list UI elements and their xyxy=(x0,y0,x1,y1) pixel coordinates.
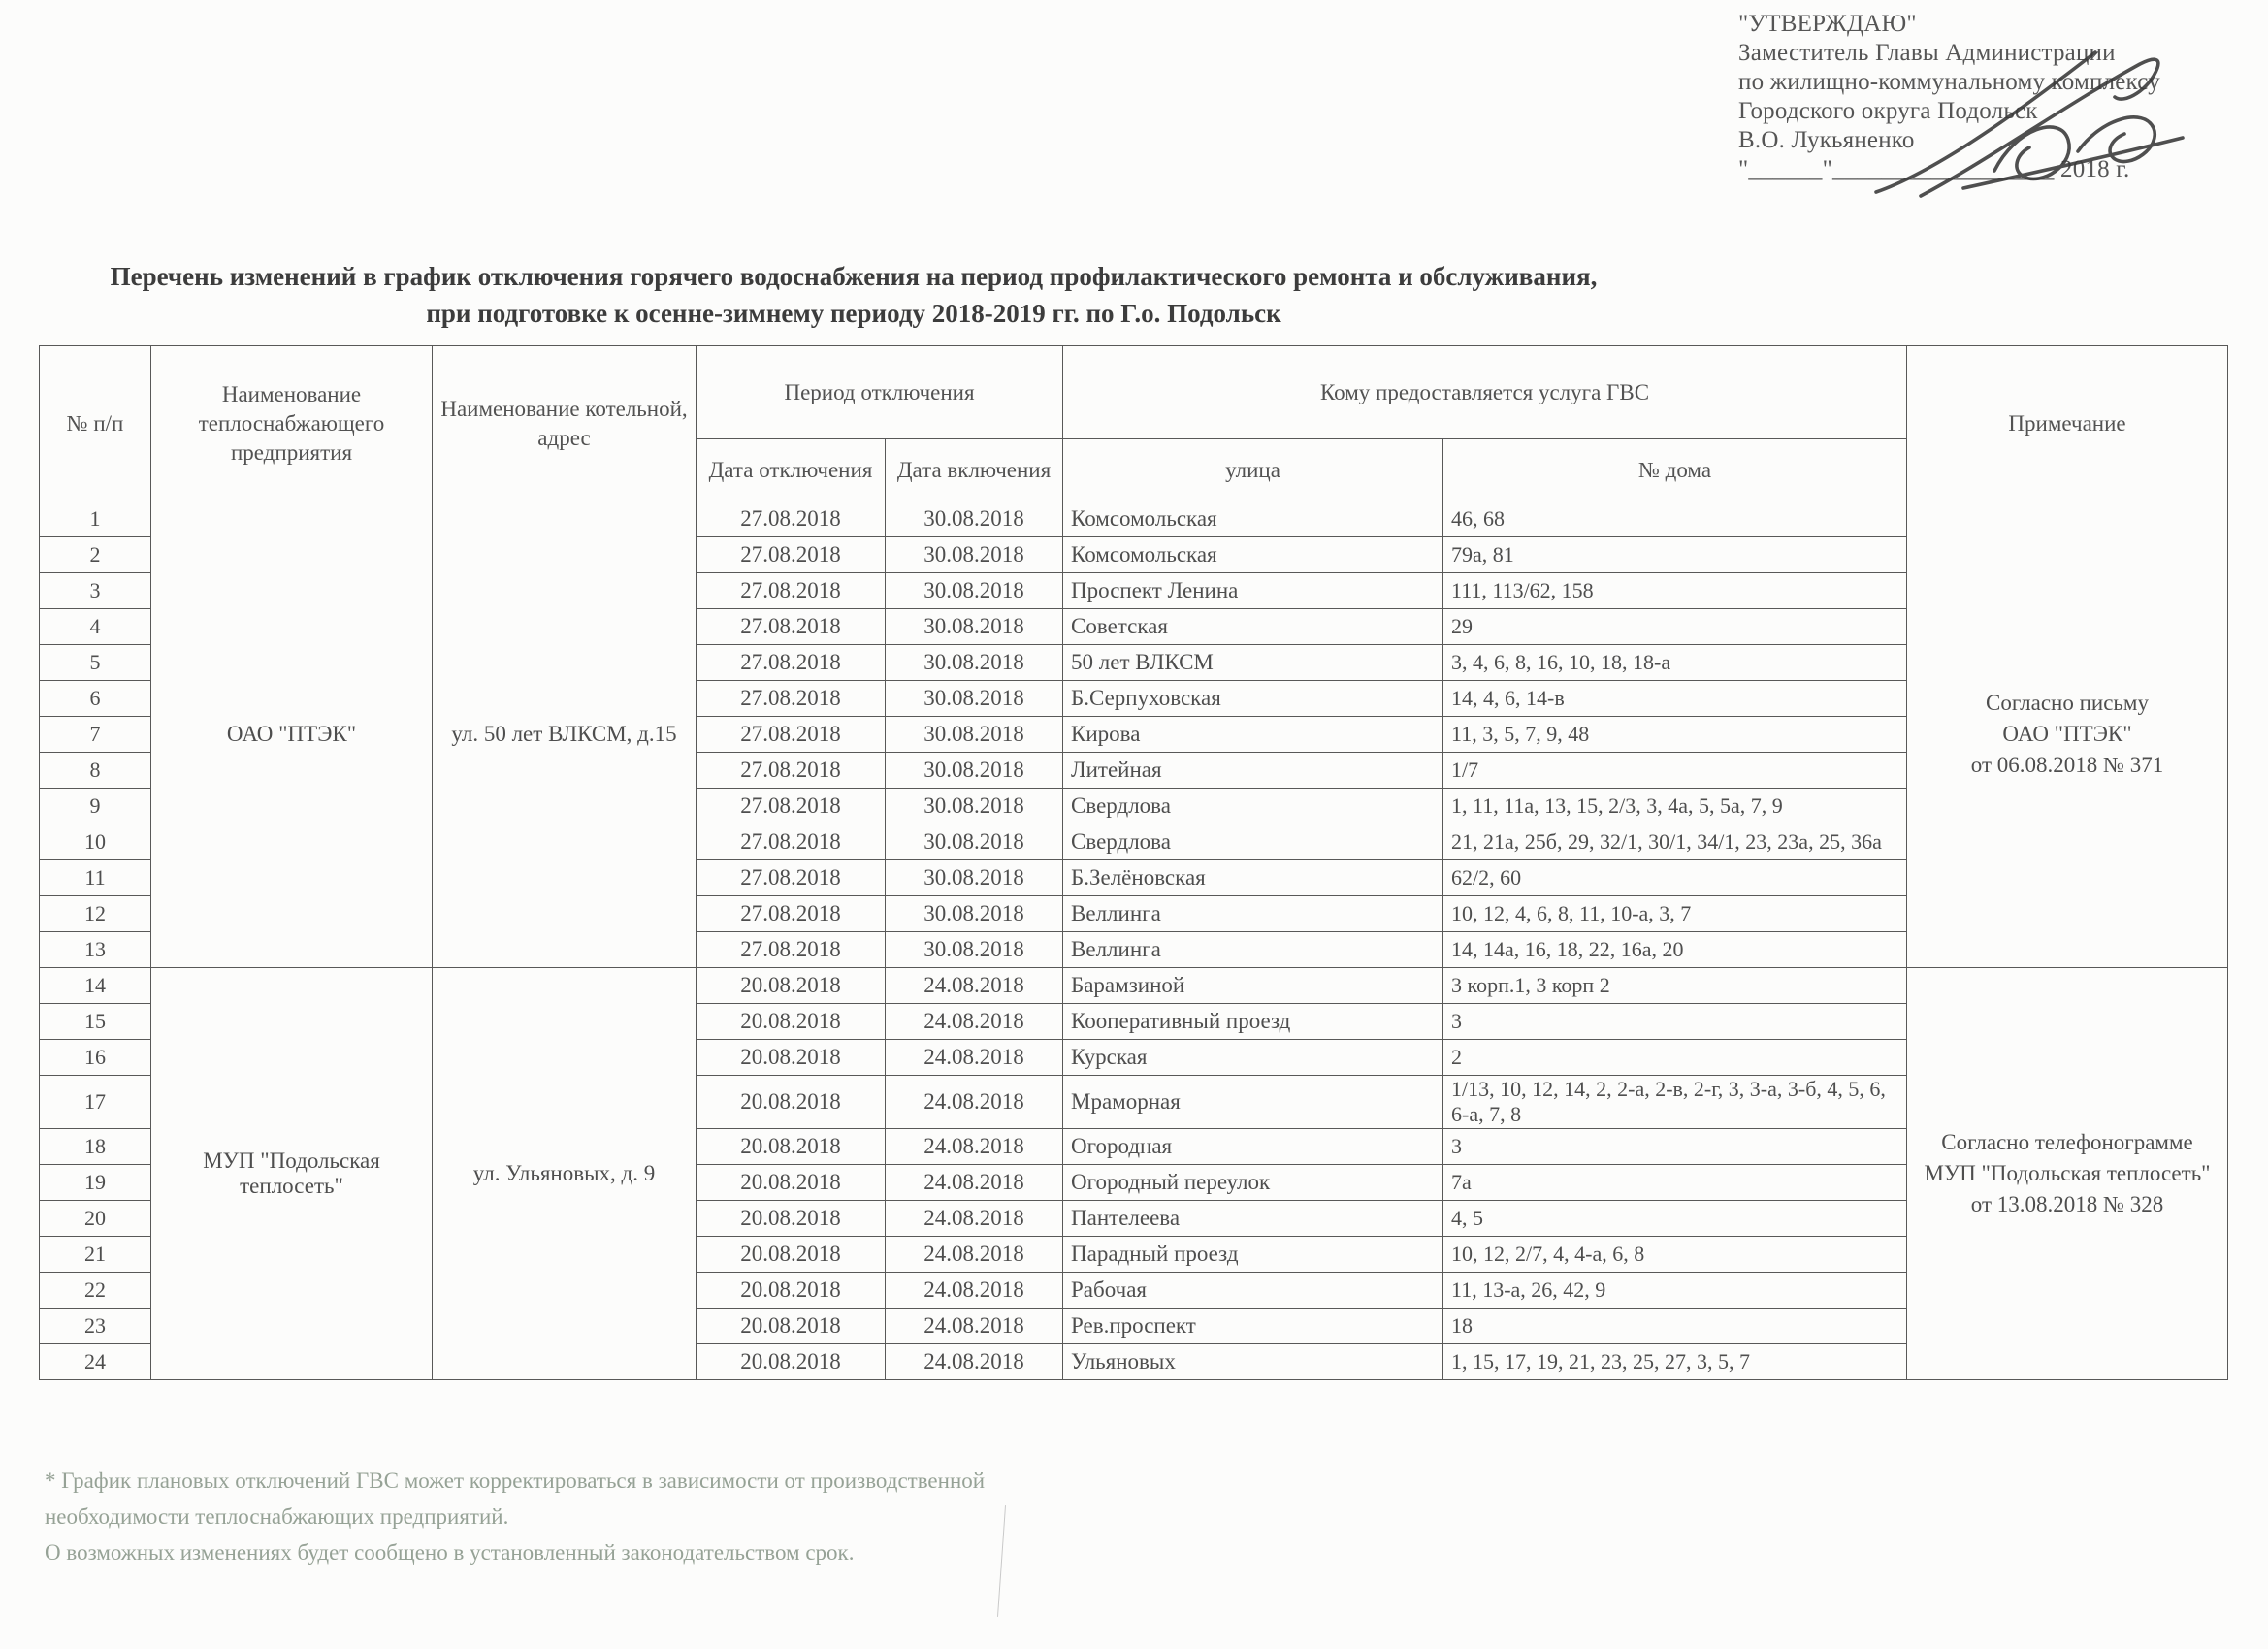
house-numbers-cell: 10, 12, 2/7, 4, 4-а, 6, 8 xyxy=(1443,1237,1907,1273)
street-cell: Мраморная xyxy=(1063,1076,1443,1129)
street-cell: Пантелеева xyxy=(1063,1201,1443,1237)
date-on-cell: 24.08.2018 xyxy=(886,1273,1063,1309)
boiler-address-cell: ул. Ульяновых, д. 9 xyxy=(433,968,697,1380)
note-cell xyxy=(1907,968,2228,1380)
house-numbers-cell: 1/7 xyxy=(1443,753,1907,789)
header-street: улица xyxy=(1063,439,1443,501)
header-date-on: Дата включения xyxy=(886,439,1063,501)
date-off-cell: 27.08.2018 xyxy=(697,789,886,824)
date-on-cell: 30.08.2018 xyxy=(886,681,1063,717)
street-cell: Барамзиной xyxy=(1063,968,1443,1004)
street-cell: Ульяновых xyxy=(1063,1344,1443,1380)
row-number-cell: 24 xyxy=(40,1344,151,1380)
table-body xyxy=(40,501,2228,1380)
date-off-cell: 27.08.2018 xyxy=(697,896,886,932)
row-number-cell: 13 xyxy=(40,932,151,968)
street-cell: Веллинга xyxy=(1063,932,1443,968)
note-line: ОАО "ПТЭК" xyxy=(2002,722,2132,746)
street-cell: Рев.проспект xyxy=(1063,1309,1443,1344)
title-line-1: Перечень изменений в график отключения горячего водоснабжения на период профилактического ремонта и обслуживания, xyxy=(110,262,1598,291)
row-number-cell: 4 xyxy=(40,609,151,645)
footnote-line: * График плановых отключений ГВС может корректироваться в зависимости от производственной xyxy=(45,1469,986,1493)
date-on-cell: 24.08.2018 xyxy=(886,1309,1063,1344)
header-period: Период отключения xyxy=(697,346,1063,439)
header-company: Наименование теплоснабжающего предприятия xyxy=(151,346,433,501)
title-line-2: при подготовке к осенне-зимнему периоду 2018-2019 гг. по Г.о. Подольск xyxy=(426,299,1281,328)
date-on-cell: 30.08.2018 xyxy=(886,789,1063,824)
house-numbers-cell: 29 xyxy=(1443,609,1907,645)
date-on-cell: 30.08.2018 xyxy=(886,896,1063,932)
date-off-cell: 27.08.2018 xyxy=(697,681,886,717)
house-numbers-cell: 1, 11, 11а, 13, 15, 2/3, 3, 4а, 5, 5а, 7, 9 xyxy=(1443,789,1907,824)
house-numbers-cell: 7а xyxy=(1443,1165,1907,1201)
table-row xyxy=(40,968,2228,1004)
row-number-cell: 17 xyxy=(40,1076,151,1129)
date-off-cell: 27.08.2018 xyxy=(697,501,886,537)
house-numbers-cell: 18 xyxy=(1443,1309,1907,1344)
row-number-cell: 16 xyxy=(40,1040,151,1076)
date-off-cell: 27.08.2018 xyxy=(697,609,886,645)
date-off-cell: 20.08.2018 xyxy=(697,1309,886,1344)
row-number-cell: 1 xyxy=(40,501,151,537)
note-cell xyxy=(1907,501,2228,968)
street-cell: Курская xyxy=(1063,1040,1443,1076)
date-on-cell: 30.08.2018 xyxy=(886,573,1063,609)
house-numbers-cell: 79а, 81 xyxy=(1443,537,1907,573)
street-cell: Советская xyxy=(1063,609,1443,645)
date-on-cell: 24.08.2018 xyxy=(886,968,1063,1004)
house-numbers-cell: 11, 13-а, 26, 42, 9 xyxy=(1443,1273,1907,1309)
row-number-cell: 8 xyxy=(40,753,151,789)
footnote-line: О возможных изменениях будет сообщено в установленный законодательством срок. xyxy=(45,1540,855,1565)
street-cell: Огородная xyxy=(1063,1129,1443,1165)
row-number-cell: 5 xyxy=(40,645,151,681)
date-off-cell: 27.08.2018 xyxy=(697,824,886,860)
date-off-cell: 27.08.2018 xyxy=(697,537,886,573)
row-number-cell: 14 xyxy=(40,968,151,1004)
footnotes xyxy=(45,1463,1306,1570)
note-line: Согласно письму xyxy=(1986,691,2149,715)
approval-line: "УТВЕРЖДАЮ" xyxy=(1738,11,1917,37)
shutdown-schedule-table xyxy=(39,345,2228,1380)
house-numbers-cell: 10, 12, 4, 6, 8, 11, 10-а, 3, 7 xyxy=(1443,896,1907,932)
date-on-cell: 24.08.2018 xyxy=(886,1004,1063,1040)
row-number-cell: 18 xyxy=(40,1129,151,1165)
boiler-address-cell: ул. 50 лет ВЛКСМ, д.15 xyxy=(433,501,697,968)
date-on-cell: 30.08.2018 xyxy=(886,860,1063,896)
street-cell: Комсомольская xyxy=(1063,537,1443,573)
house-numbers-cell: 3, 4, 6, 8, 16, 10, 18, 18-а xyxy=(1443,645,1907,681)
date-off-cell: 20.08.2018 xyxy=(697,1129,886,1165)
date-off-cell: 20.08.2018 xyxy=(697,1344,886,1380)
approval-block xyxy=(1738,10,2243,184)
date-off-cell: 20.08.2018 xyxy=(697,1004,886,1040)
house-numbers-cell: 11, 3, 5, 7, 9, 48 xyxy=(1443,717,1907,753)
row-number-cell: 3 xyxy=(40,573,151,609)
street-cell: 50 лет ВЛКСМ xyxy=(1063,645,1443,681)
row-number-cell: 22 xyxy=(40,1273,151,1309)
street-cell: Кирова xyxy=(1063,717,1443,753)
house-numbers-cell: 2 xyxy=(1443,1040,1907,1076)
date-off-cell: 20.08.2018 xyxy=(697,1273,886,1309)
row-number-cell: 21 xyxy=(40,1237,151,1273)
date-off-cell: 20.08.2018 xyxy=(697,1040,886,1076)
date-off-cell: 20.08.2018 xyxy=(697,1165,886,1201)
table-header xyxy=(40,346,2228,501)
street-cell: Парадный проезд xyxy=(1063,1237,1443,1273)
house-numbers-cell: 111, 113/62, 158 xyxy=(1443,573,1907,609)
table-row xyxy=(40,501,2228,537)
row-number-cell: 10 xyxy=(40,824,151,860)
street-cell: Б.Серпуховская xyxy=(1063,681,1443,717)
note-line: Согласно телефонограмме xyxy=(1941,1130,2193,1154)
approval-line: В.О. Лукьяненко xyxy=(1738,127,1915,153)
date-off-cell: 20.08.2018 xyxy=(697,1076,886,1129)
street-cell: Рабочая xyxy=(1063,1273,1443,1309)
street-cell: Кооперативный проезд xyxy=(1063,1004,1443,1040)
date-off-cell: 20.08.2018 xyxy=(697,1201,886,1237)
house-numbers-cell: 62/2, 60 xyxy=(1443,860,1907,896)
row-number-cell: 9 xyxy=(40,789,151,824)
date-on-cell: 30.08.2018 xyxy=(886,537,1063,573)
date-on-cell: 30.08.2018 xyxy=(886,932,1063,968)
approval-line: Городского округа Подольск xyxy=(1738,98,2038,124)
date-off-cell: 20.08.2018 xyxy=(697,1237,886,1273)
house-numbers-cell: 1, 15, 17, 19, 21, 23, 25, 27, 3, 5, 7 xyxy=(1443,1344,1907,1380)
date-off-cell: 20.08.2018 xyxy=(697,968,886,1004)
row-number-cell: 11 xyxy=(40,860,151,896)
header-note: Примечание xyxy=(1907,346,2228,501)
date-on-cell: 30.08.2018 xyxy=(886,717,1063,753)
street-cell: Проспект Ленина xyxy=(1063,573,1443,609)
date-on-cell: 30.08.2018 xyxy=(886,753,1063,789)
note-line: от 13.08.2018 № 328 xyxy=(1970,1192,2164,1216)
street-cell: Свердлова xyxy=(1063,824,1443,860)
note-line: МУП "Подольская теплосеть" xyxy=(1924,1161,2211,1185)
row-number-cell: 23 xyxy=(40,1309,151,1344)
street-cell: Свердлова xyxy=(1063,789,1443,824)
date-off-cell: 27.08.2018 xyxy=(697,860,886,896)
house-numbers-cell: 14, 14а, 16, 18, 22, 16а, 20 xyxy=(1443,932,1907,968)
house-numbers-cell: 4, 5 xyxy=(1443,1201,1907,1237)
street-cell: Веллинга xyxy=(1063,896,1443,932)
house-numbers-cell: 1/13, 10, 12, 14, 2, 2-а, 2-в, 2-г, 3, 3-а, 3-б, 4, 5, 6, 6-а, 7, 8 xyxy=(1443,1076,1907,1129)
header-house: № дома xyxy=(1443,439,1907,501)
street-cell: Литейная xyxy=(1063,753,1443,789)
street-cell: Б.Зелёновская xyxy=(1063,860,1443,896)
row-number-cell: 19 xyxy=(40,1165,151,1201)
date-off-cell: 27.08.2018 xyxy=(697,753,886,789)
approval-date-line: "______"__________________ 2018 г. xyxy=(1738,156,2130,182)
date-on-cell: 30.08.2018 xyxy=(886,824,1063,860)
date-on-cell: 30.08.2018 xyxy=(886,609,1063,645)
approval-line: Заместитель Главы Администрации xyxy=(1738,40,2116,66)
date-on-cell: 24.08.2018 xyxy=(886,1165,1063,1201)
date-on-cell: 24.08.2018 xyxy=(886,1201,1063,1237)
date-on-cell: 24.08.2018 xyxy=(886,1040,1063,1076)
house-numbers-cell: 14, 4, 6, 14-в xyxy=(1443,681,1907,717)
company-cell: МУП "Подольская теплосеть" xyxy=(151,968,433,1380)
date-on-cell: 24.08.2018 xyxy=(886,1129,1063,1165)
header-num: № п/п xyxy=(40,346,151,501)
date-on-cell: 24.08.2018 xyxy=(886,1344,1063,1380)
row-number-cell: 7 xyxy=(40,717,151,753)
date-off-cell: 27.08.2018 xyxy=(697,932,886,968)
row-number-cell: 6 xyxy=(40,681,151,717)
row-number-cell: 2 xyxy=(40,537,151,573)
date-on-cell: 24.08.2018 xyxy=(886,1076,1063,1129)
note-line: от 06.08.2018 № 371 xyxy=(1970,753,2164,777)
header-boiler: Наименование котельной, адрес xyxy=(433,346,697,501)
date-off-cell: 27.08.2018 xyxy=(697,573,886,609)
date-off-cell: 27.08.2018 xyxy=(697,645,886,681)
street-cell: Комсомольская xyxy=(1063,501,1443,537)
header-service: Кому предоставляется услуга ГВС xyxy=(1063,346,1907,439)
footnote-line: необходимости теплоснабжающих предприятий. xyxy=(45,1504,509,1529)
house-numbers-cell: 3 xyxy=(1443,1004,1907,1040)
row-number-cell: 15 xyxy=(40,1004,151,1040)
header-date-off: Дата отключения xyxy=(697,439,886,501)
date-on-cell: 24.08.2018 xyxy=(886,1237,1063,1273)
document-title xyxy=(97,258,1610,332)
row-number-cell: 20 xyxy=(40,1201,151,1237)
approval-line: по жилищно-коммунальному комплексу xyxy=(1738,69,2160,95)
house-numbers-cell: 3 xyxy=(1443,1129,1907,1165)
house-numbers-cell: 21, 21а, 25б, 29, 32/1, 30/1, 34/1, 23, 23а, 25, 36а xyxy=(1443,824,1907,860)
street-cell: Огородный переулок xyxy=(1063,1165,1443,1201)
company-cell: ОАО "ПТЭК" xyxy=(151,501,433,968)
house-numbers-cell: 46, 68 xyxy=(1443,501,1907,537)
house-numbers-cell: 3 корп.1, 3 корп 2 xyxy=(1443,968,1907,1004)
date-off-cell: 27.08.2018 xyxy=(697,717,886,753)
date-on-cell: 30.08.2018 xyxy=(886,501,1063,537)
date-on-cell: 30.08.2018 xyxy=(886,645,1063,681)
row-number-cell: 12 xyxy=(40,896,151,932)
